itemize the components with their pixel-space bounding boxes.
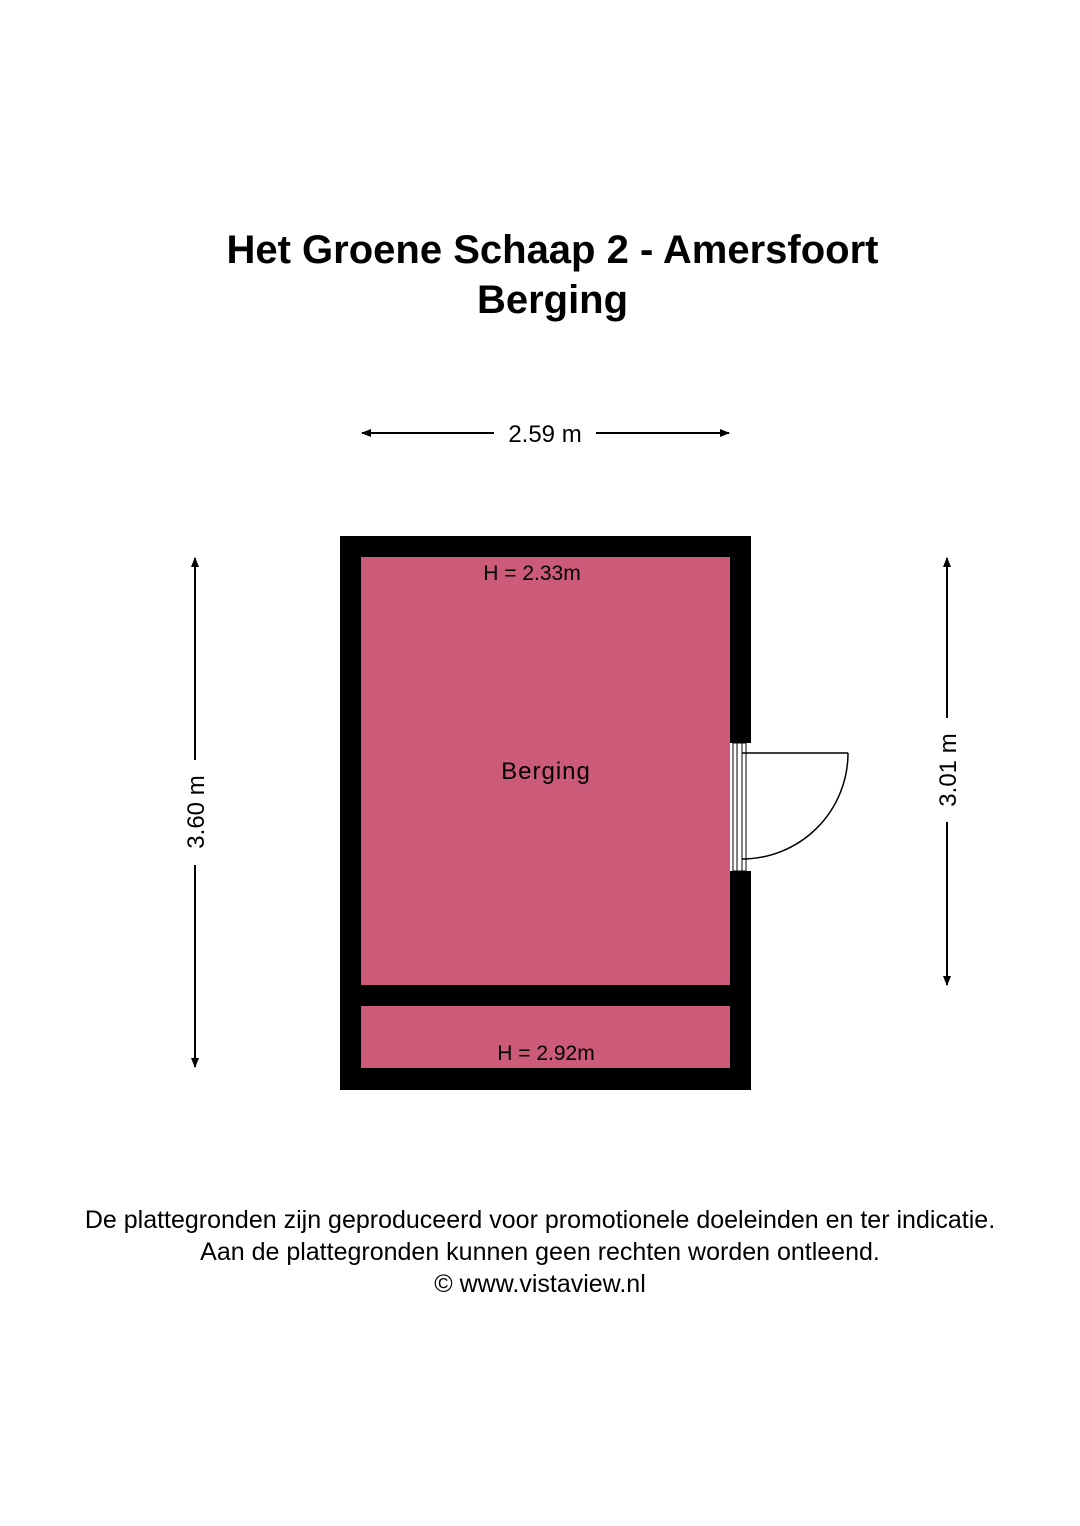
left-height-dimension	[183, 558, 210, 1067]
door-swing	[742, 753, 848, 859]
copyright-link[interactable]: © www.vistaview.nl	[434, 1270, 646, 1298]
room-label-berging: Berging	[501, 758, 591, 785]
height-label-top: H = 2.33m	[483, 562, 581, 585]
right-height-dimension	[935, 558, 962, 985]
width-dimension-label: 2.59 m	[508, 421, 582, 448]
right-height-dimension-label: 3.01 m	[935, 733, 962, 807]
width-dimension	[362, 421, 729, 448]
left-height-dimension-label: 3.60 m	[183, 775, 210, 849]
disclaimer-line-2: Aan de plattegronden kunnen geen rechten worden ontleend.	[200, 1238, 880, 1266]
disclaimer-line-1: De plattegronden zijn geproduceerd voor promotionele doeleinden en ter indicatie.	[84, 1206, 996, 1234]
door-arc	[742, 753, 848, 859]
page-subtitle: Berging	[476, 278, 629, 322]
height-label-bottom: H = 2.92m	[497, 1042, 595, 1065]
page-title: Het Groene Schaap 2 - Amersfoort	[226, 228, 879, 272]
